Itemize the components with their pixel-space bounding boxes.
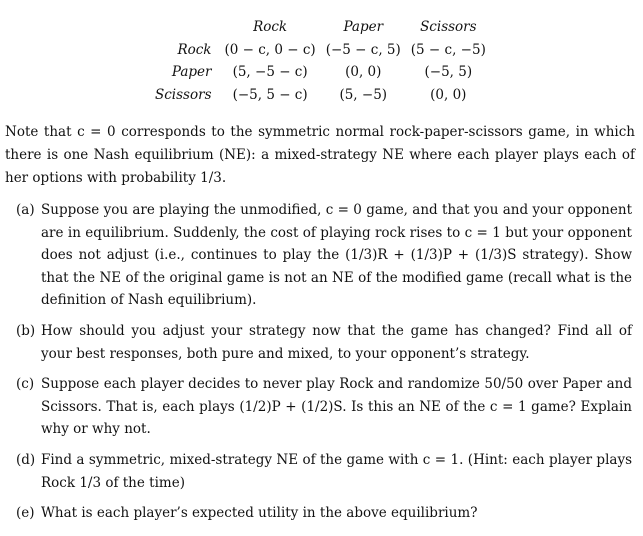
part-label: (c) (16, 376, 35, 393)
matrix-header-row (150, 16, 491, 39)
matrix-col-header: Scissors (420, 19, 477, 35)
matrix-row-header: Rock (177, 41, 212, 58)
question-part-c (0, 373, 632, 441)
question-part-e (0, 502, 632, 525)
question-part-d (0, 449, 632, 494)
matrix-col-header: Paper (343, 19, 384, 35)
matrix-col-header: Rock (253, 19, 288, 35)
part-text: How should you adjust your strategy now that the game has changed? Find all of your best responses, both pure and mixed, to your opponent’s strategy. (41, 322, 632, 362)
part-text: What is each player’s expected utility in the above equilibrium? (41, 505, 478, 522)
matrix-cell: (0, 0) (345, 64, 382, 80)
matrix-row-header: Paper (171, 64, 212, 80)
matrix-cell: (5, −5) (339, 86, 388, 103)
matrix-row-header: Scissors (155, 86, 212, 103)
question-parts-list (0, 199, 643, 533)
part-label: (b) (16, 322, 36, 339)
matrix-row (150, 39, 491, 62)
matrix-cell: (−5, 5) (424, 64, 473, 80)
matrix-cell: (5, −5 − c) (232, 64, 308, 80)
part-label: (e) (16, 505, 35, 522)
matrix-cell: (0 − c, 0 − c) (224, 41, 316, 58)
matrix-cell: (5 − c, −5) (410, 41, 486, 58)
matrix-cell: (0, 0) (430, 86, 467, 103)
matrix-row (150, 84, 491, 107)
question-part-a (0, 199, 632, 312)
matrix-cell: (−5 − c, 5) (325, 41, 401, 58)
payoff-matrix (150, 16, 491, 106)
intro-paragraph: Note that c = 0 corresponds to the symmetric normal rock-paper-scissors game, in which there is one Nash equilibrium (NE): a mixed-strategy NE where each player plays each of her options with probability 1/3. (5, 124, 635, 186)
matrix-row (150, 61, 491, 84)
part-text: Suppose each player decides to never play Rock and randomize 50/50 over Paper and Scissors. That is, each plays (1/2)P + (1/2)S. Is this an NE of the c = 1 game? Explain why or why not. (41, 376, 632, 438)
matrix-corner (150, 16, 220, 39)
matrix-cell: (−5, 5 − c) (232, 86, 308, 103)
part-text: Find a symmetric, mixed-strategy NE of the game with c = 1. (Hint: each player plays Rock 1/3 of the time) (41, 451, 632, 491)
question-part-b (0, 320, 632, 365)
part-text: Suppose you are playing the unmodified, c = 0 game, and that you and your opponent are in equilibrium. Suddenly, the cost of playing rock rises to c = 1 but your opponent does not adjust (i.e., continues to play the (1/3)R + (1/3)P + (1/3)S strategy). Show that the NE of the original game is not an NE of the modified game (recall what is the definition of Nash equilibrium). (41, 202, 632, 309)
part-label: (d) (16, 451, 36, 468)
part-label: (a) (16, 202, 35, 218)
